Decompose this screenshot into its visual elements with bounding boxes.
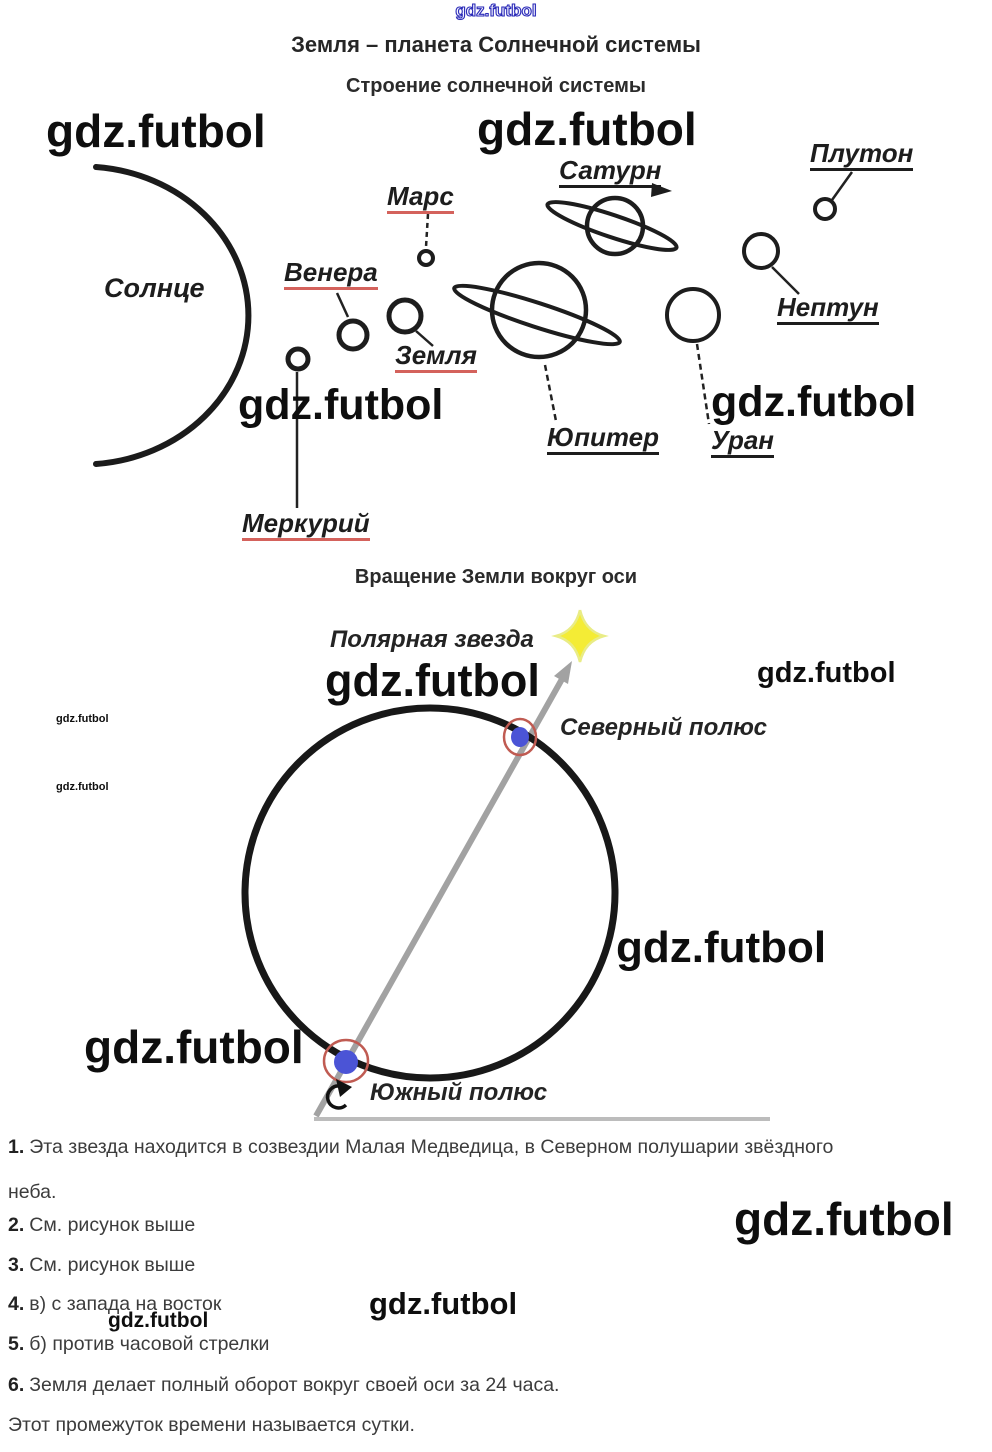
- mars-planet: [419, 251, 433, 265]
- label-venus: Венера: [284, 259, 378, 290]
- page-title: Земля – планета Солнечной системы: [291, 32, 701, 57]
- label-pluto: Плутон: [810, 140, 913, 171]
- answer-line-1b: [8, 1181, 56, 1204]
- label-polar-star: Полярная звезда: [330, 626, 534, 653]
- pluto-leader-line: [832, 172, 852, 200]
- label-saturn: Сатурн: [559, 157, 661, 188]
- watermark: gdz.futbol: [108, 1309, 209, 1332]
- answer-line-3: [8, 1254, 195, 1277]
- label-uranus: Уран: [711, 427, 774, 458]
- answer-text: Земля делает полный оборот вокруг своей оси за 24 часа.: [29, 1374, 560, 1396]
- label-mars: Марс: [387, 183, 454, 214]
- answer-text: См. рисунок выше: [29, 1214, 196, 1236]
- answer-line-6b: [8, 1414, 415, 1437]
- answer-text: Этот промежуток времени называется сутки.: [8, 1414, 415, 1436]
- north-pole-dot: [511, 727, 529, 747]
- watermark: gdz.futbol: [616, 923, 827, 972]
- polar-star-icon: [556, 610, 604, 662]
- watermark: gdz.futbol: [84, 1021, 304, 1073]
- axis-arrowhead: [554, 661, 572, 684]
- earth-planet: [389, 300, 421, 332]
- watermark: gdz.futbol: [56, 781, 109, 793]
- label-south-pole: Южный полюс: [370, 1079, 548, 1106]
- answer-text: Эта звезда находится в созвездии Малая Медведица, в Северном полушарии звёздного: [29, 1136, 834, 1158]
- watermark: gdz.futbol: [46, 105, 266, 157]
- answer-number: 6.: [8, 1374, 25, 1396]
- answer-number: 2.: [8, 1214, 25, 1236]
- watermark: gdz.futbol: [757, 657, 896, 689]
- answer-line-5: [8, 1333, 269, 1356]
- answer-number: 4.: [8, 1293, 25, 1315]
- label-mercury: Меркурий: [242, 510, 370, 541]
- watermark: gdz.futbol: [711, 378, 917, 426]
- answer-number: 5.: [8, 1333, 25, 1355]
- answer-text: См. рисунок выше: [29, 1254, 196, 1276]
- venus-leader-line: [337, 293, 348, 317]
- uranus-leader-line: [697, 344, 709, 424]
- answer-line-1: [8, 1136, 833, 1159]
- watermark: gdz.futbol: [238, 381, 444, 429]
- answer-line-4: [8, 1293, 221, 1316]
- jupiter-leader-line: [545, 365, 556, 421]
- watermark: gdz.futbol: [369, 1286, 518, 1321]
- jupiter-planet: [492, 263, 586, 357]
- watermark: gdz.futbol: [734, 1193, 954, 1245]
- pluto-planet: [815, 199, 835, 219]
- venus-planet: [339, 321, 367, 349]
- label-sun: Солнце: [104, 273, 205, 303]
- label-neptune: Нептун: [777, 294, 879, 325]
- answer-text: неба.: [8, 1181, 57, 1203]
- watermark: gdz.futbol: [477, 103, 697, 155]
- mercury-planet: [288, 349, 308, 369]
- rotation-diagram-title: Вращение Земли вокруг оси: [354, 566, 638, 588]
- label-north-pole: Северный полюс: [560, 714, 767, 741]
- answer-text: в) с запада на восток: [29, 1293, 222, 1315]
- answer-text: б) против часовой стрелки: [29, 1333, 270, 1355]
- label-earth: Земля: [395, 342, 477, 373]
- watermark-top-blue: gdz.futbol: [455, 1, 537, 20]
- south-pole-dot: [334, 1050, 358, 1074]
- answer-line-6: [8, 1374, 559, 1397]
- mars-leader-line: [426, 214, 428, 247]
- sun-arc: [96, 167, 248, 464]
- neptune-planet: [744, 234, 778, 268]
- neptune-leader-line: [772, 267, 799, 294]
- label-jupiter: Юпитер: [547, 424, 659, 455]
- page-subtitle: Строение солнечной системы: [346, 75, 646, 97]
- answer-line-2: [8, 1214, 195, 1237]
- watermark: gdz.futbol: [56, 713, 109, 725]
- answer-number: 3.: [8, 1254, 25, 1276]
- uranus-planet: [667, 289, 719, 341]
- answer-number: 1.: [8, 1136, 25, 1158]
- watermark: gdz.futbol: [325, 655, 540, 706]
